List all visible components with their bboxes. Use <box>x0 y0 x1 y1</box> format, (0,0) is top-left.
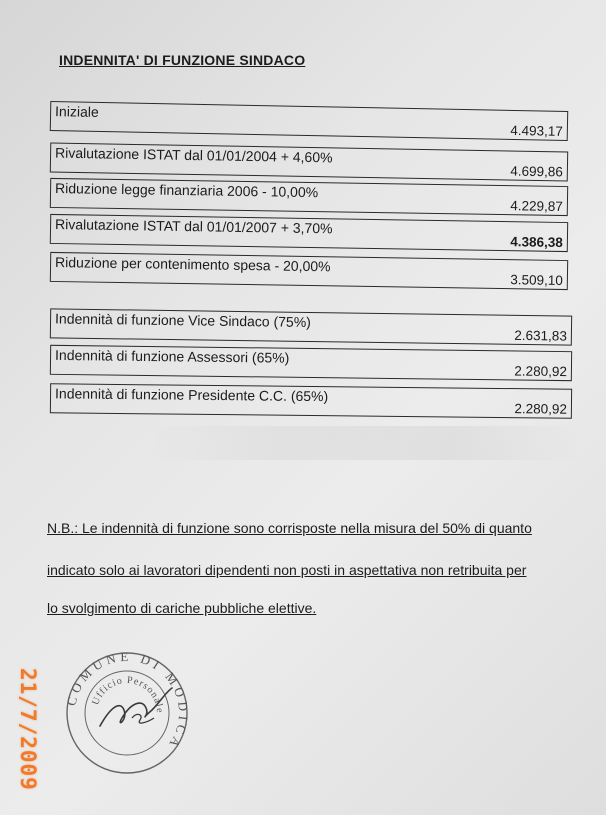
seal-outer-text: COMUNE DI MODICA <box>63 648 192 754</box>
note-line-1: N.B.: Le indennità di funzione sono corrisposte nella misura del 50% di quanto <box>47 520 532 536</box>
row-value: 4.493,17 <box>510 122 563 139</box>
row-value: 4.386,38 <box>510 234 564 250</box>
row-value: 4.229,87 <box>510 198 564 214</box>
row-value: 2.280,92 <box>514 401 568 417</box>
row-value: 2.631,83 <box>514 327 568 344</box>
row-label: Riduzione legge finanziaria 2006 - 10,00% <box>54 180 319 201</box>
table-row-riduzione-spesa <box>50 252 568 290</box>
row-value: 4.699,86 <box>510 163 563 180</box>
row-label: Rivalutazione ISTAT dal 01/01/2007 + 3,70% <box>54 216 333 237</box>
row-label: Indennità di funzione Assessori (65%) <box>54 346 290 366</box>
svg-text:COMUNE DI MODICA <box>63 649 191 754</box>
table-row-rivalutazione-2007 <box>50 214 568 252</box>
seal-inner-text: Ufficio Personale <box>90 674 166 714</box>
row-label: Riduzione per contenimento spesa - 20,00% <box>54 254 331 275</box>
table-row-assessori <box>50 345 572 381</box>
note-line-2: indicato solo ai lavoratori dipendenti non posti in aspettativa non retribuita per <box>47 562 527 578</box>
note-line-3: lo svolgimento di cariche pubbliche elettive. <box>47 600 317 616</box>
official-seal-stamp <box>62 648 192 778</box>
show-through-shadow <box>150 426 580 460</box>
row-label: Rivalutazione ISTAT dal 01/01/2004 + 4,60% <box>54 144 333 166</box>
row-label: Indennità di funzione Vice Sindaco (75%) <box>54 310 311 330</box>
table-row-presidente-cc <box>50 383 572 418</box>
row-value: 2.280,92 <box>514 363 568 380</box>
row-label: Indennità di funzione Presidente C.C. (65%) <box>54 385 329 405</box>
camera-date-stamp: 21/7/2009 <box>16 668 40 791</box>
table-row-riduzione-2006 <box>50 178 568 216</box>
table-row-iniziale <box>50 101 568 141</box>
document-title: INDENNITA' DI FUNZIONE SINDACO <box>59 52 306 68</box>
table-row-rivalutazione-2004 <box>50 142 568 181</box>
row-value: 3.509,10 <box>510 272 564 288</box>
table-row-vice-sindaco <box>50 308 572 345</box>
row-label: Iniziale <box>54 103 99 120</box>
